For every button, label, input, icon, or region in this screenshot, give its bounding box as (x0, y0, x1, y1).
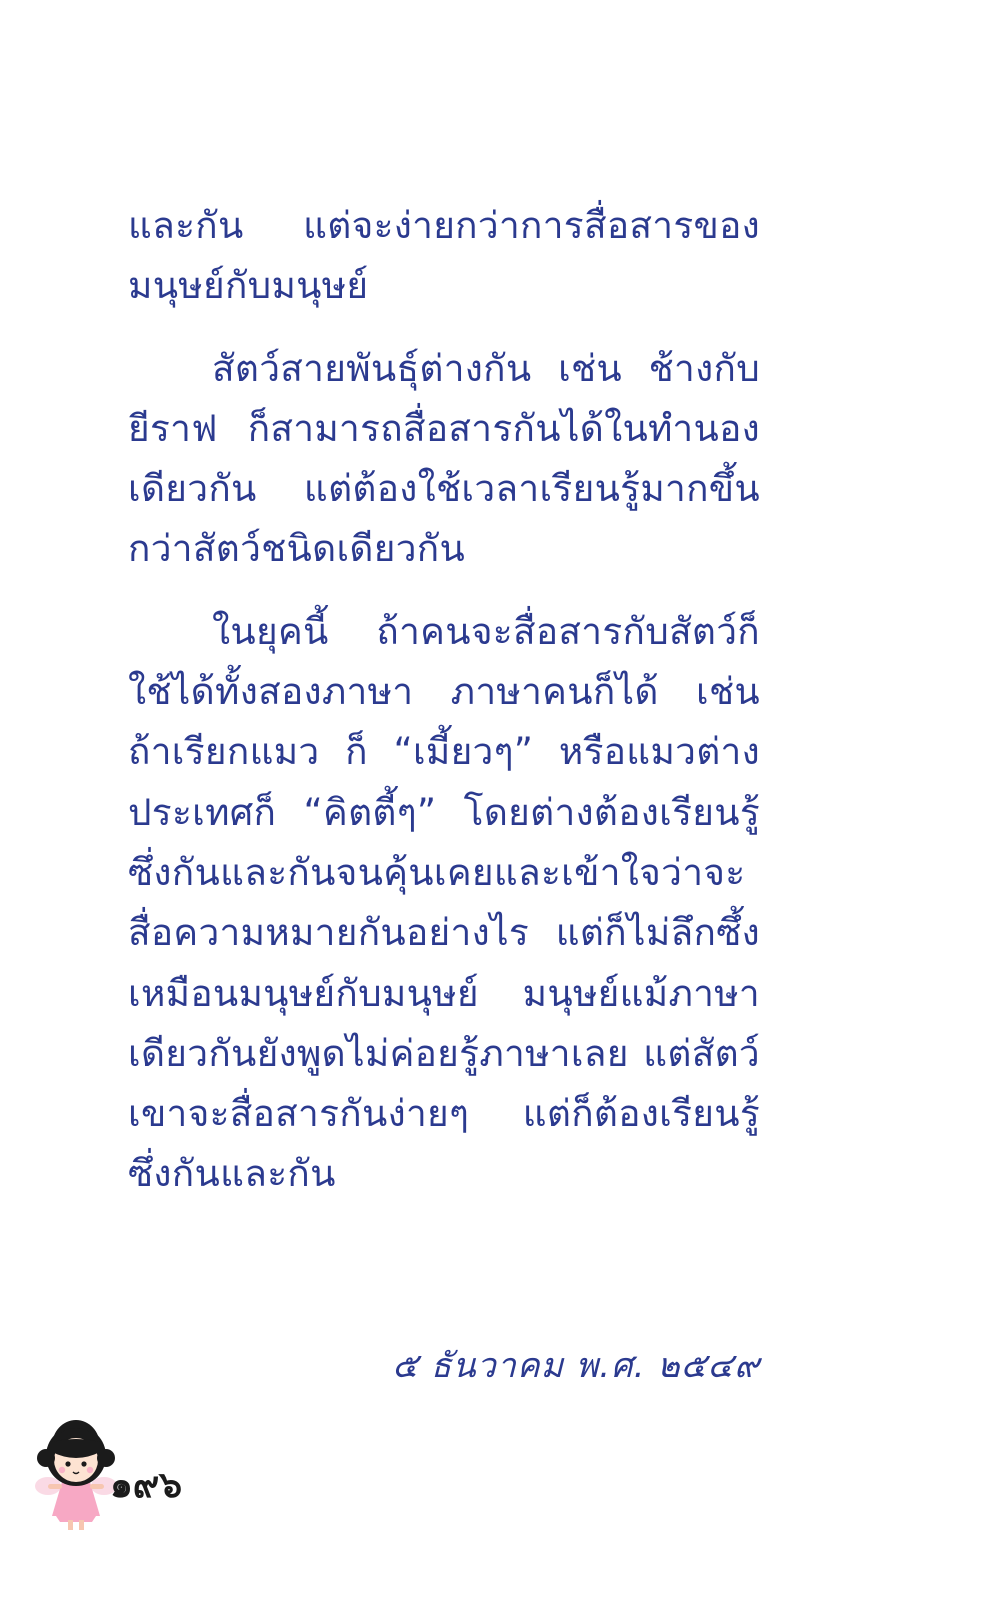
paragraph-2: สัตว์สายพันธุ์ต่างกัน เช่น ช้างกับยีราฟ ก็สามารถสื่อสารกันได้ในทำนองเดียวกัน แต่ต้องใช้เวลาเรียนรู้มากขึ้นกว่าสัตว์ชนิดเดียวกัน (128, 346, 760, 571)
body-text (128, 196, 760, 1205)
paragraph-3: ในยุคนี้ ถ้าคนจะสื่อสารกับสัตว์ก็ใช้ได้ทั้งสองภาษา ภาษาคนก็ได้ เช่น ถ้าเรียกแมว ก็ “เมี้ยวๆ” หรือแมวต่างประเทศก็ “คิตตี้ๆ” โดยต่างต้องเรียนรู้ซึ่งกันและกันจนคุ้นเคยและเข้าใจว่าจะสื่อความหมายกันอย่างไร แต่ก็ไม่ลึกซึ้งเหมือนมนุษย์กับมนุษย์ มนุษย์แม้ภาษาเดียวกันยังพูดไม่ค่อยรู้ภาษาเลย แต่สัตว์เขาจะสื่อสารกันง่ายๆ แต่ก็ต้องเรียนรู้ซึ่งกันและกัน (128, 609, 760, 1196)
signature-date: ๕ ธันวาคม พ.ศ. ๒๕๔๙ (392, 1346, 760, 1386)
paragraph-1: และกัน แต่จะง่ายกว่าการสื่อสารของมนุษย์กับมนุษย์ (128, 204, 760, 308)
page-number: ๑๙๖ (110, 1465, 183, 1506)
